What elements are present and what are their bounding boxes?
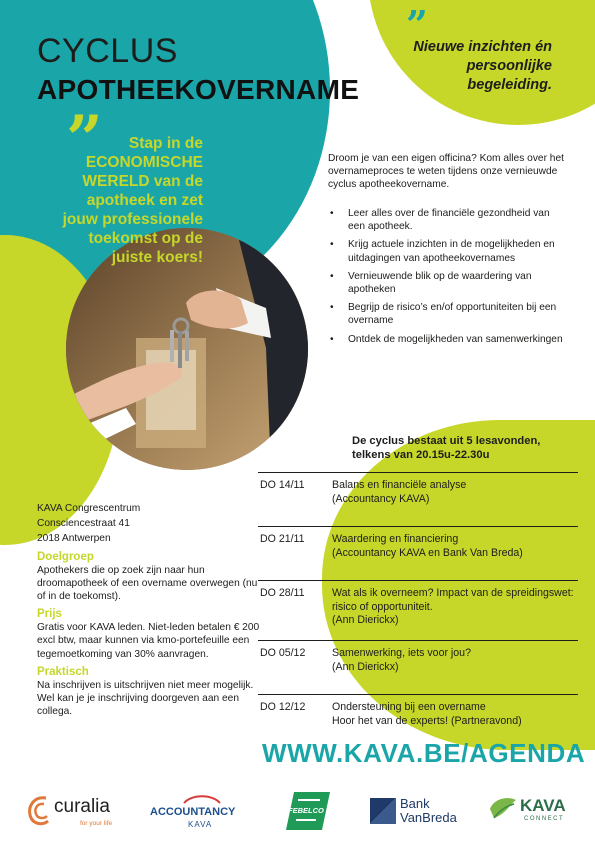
session-info [332, 533, 578, 580]
session-speaker: (Ann Dierickx) [332, 614, 399, 626]
practical-info [37, 488, 262, 720]
list-item: • Ontdek de mogelijkheden van samenwerkingen [328, 333, 566, 346]
kava-sub: CONNECT [524, 816, 565, 822]
audience-heading: Doelgroep [37, 550, 94, 563]
kava-connect-logo [488, 788, 582, 834]
title-apotheekovername: APOTHEEKOVERNAME [37, 74, 360, 105]
session-info [332, 587, 578, 640]
session-date: DO 14/11 [260, 479, 305, 491]
agenda-link[interactable]: WWW.KAVA.BE/AGENDA [262, 738, 586, 768]
intro-text: Droom je van een eigen officina? Kom alles over het overnameproces te weten tijdens onze vernieuwde cyclus apotheekovername. [328, 153, 564, 191]
schedule-row [258, 580, 578, 640]
session-title: Waardering en financiering [332, 533, 459, 545]
schedule-row [258, 640, 578, 694]
curalia-swirl-icon [26, 794, 52, 828]
list-item: • Krijg actuele inzichten in de mogelijkheden en uitdagingen van apotheekovernames [328, 238, 566, 264]
session-speaker: (Accountancy KAVA) [332, 492, 430, 505]
schedule-row [258, 694, 578, 737]
benefits-list [328, 207, 566, 351]
session-info [332, 647, 578, 694]
session-title: Balans en financiële analyse [332, 479, 467, 491]
lead-statement: Stap in de ECONOMISCHE WERELD van de apotheek en zet jouw professionele toekomst op de juiste koers! [62, 135, 203, 266]
bank-line1: Bank [400, 796, 430, 811]
location-line: 2018 Antwerpen [37, 533, 111, 545]
session-speaker: (Ann Dierickx) [332, 660, 399, 673]
practical-heading: Praktisch [37, 665, 89, 678]
accountancy-kava-logo [150, 788, 246, 834]
accountancy-arc-icon [182, 792, 222, 804]
price-text: Gratis voor KAVA leden. Niet-leden betalen € 200 excl btw, maar kunnen via kmo-portefeuille een tegemoetkoming van 30% aanvragen. [37, 622, 260, 660]
list-item: • Vernieuwende blik op de waardering van apotheken [328, 270, 566, 296]
list-item: • Leer alles over de financiële gezondheid van een apotheek. [328, 207, 566, 233]
session-speaker: Hoor het van de experts! (Partneravond) [332, 714, 522, 727]
partner-logos [22, 788, 582, 834]
kava-leaf-icon [488, 796, 518, 822]
quote-icon: ” [66, 102, 103, 177]
febelco-name: FEBELCO [288, 806, 324, 815]
febelco-logo [280, 788, 340, 834]
session-speaker: (Accountancy KAVA en Bank Van Breda) [332, 546, 523, 559]
session-date: DO 28/11 [260, 587, 305, 599]
session-info [332, 479, 578, 526]
schedule-header: De cyclus bestaat uit 5 lesavonden, telkens van 20.15u-22.30u [352, 435, 541, 461]
bank-line2: VanBreda [400, 810, 457, 825]
curalia-logo [26, 788, 126, 834]
session-date: DO 05/12 [260, 647, 306, 659]
session-title: Ondersteuning bij een overname [332, 701, 486, 713]
session-title: Wat als ik overneem? Impact van de spreidingswet: risico of opportuniteit. [332, 587, 574, 613]
session-date: DO 12/12 [260, 701, 306, 713]
audience-text: Apothekers die op zoek zijn naar hun droomapotheek of een overname overwegen (nu of in de toekomst). [37, 564, 258, 603]
curalia-tagline: for your life [80, 820, 113, 827]
accountancy-sub: KAVA [188, 820, 213, 829]
location-line: Consciencestraat 41 [37, 518, 130, 530]
session-date: DO 21/11 [260, 533, 305, 545]
title-cyclus: CYCLUS [37, 32, 178, 70]
bank-van-breda-emblem-icon [370, 798, 396, 824]
location-line: KAVA Congrescentrum [37, 503, 141, 514]
session-title: Samenwerking, iets voor jou? [332, 647, 471, 659]
kava-name: KAVA [520, 796, 566, 815]
bank-van-breda-logo [370, 788, 470, 834]
accountancy-name: ACCOUNTANCY [150, 806, 236, 818]
practical-text: Na inschrijven is uitschrijven niet meer mogelijk. Wel kan je je inschrijving doorgeven aan een collega. [37, 679, 254, 718]
curalia-name: curalia [54, 796, 110, 817]
list-item: • Begrijp de risico’s en/of opportuniteiten bij een overname [328, 301, 566, 327]
tagline: Nieuwe inzichten én persoonlijke begeleiding. [413, 39, 552, 93]
location-heading: Locatie [37, 489, 78, 501]
session-info [332, 701, 578, 737]
schedule-row [258, 472, 578, 526]
schedule-row [258, 526, 578, 580]
price-heading: Prijs [37, 608, 62, 621]
schedule-table [258, 472, 578, 737]
quote-icon-small: ” [406, 2, 428, 47]
